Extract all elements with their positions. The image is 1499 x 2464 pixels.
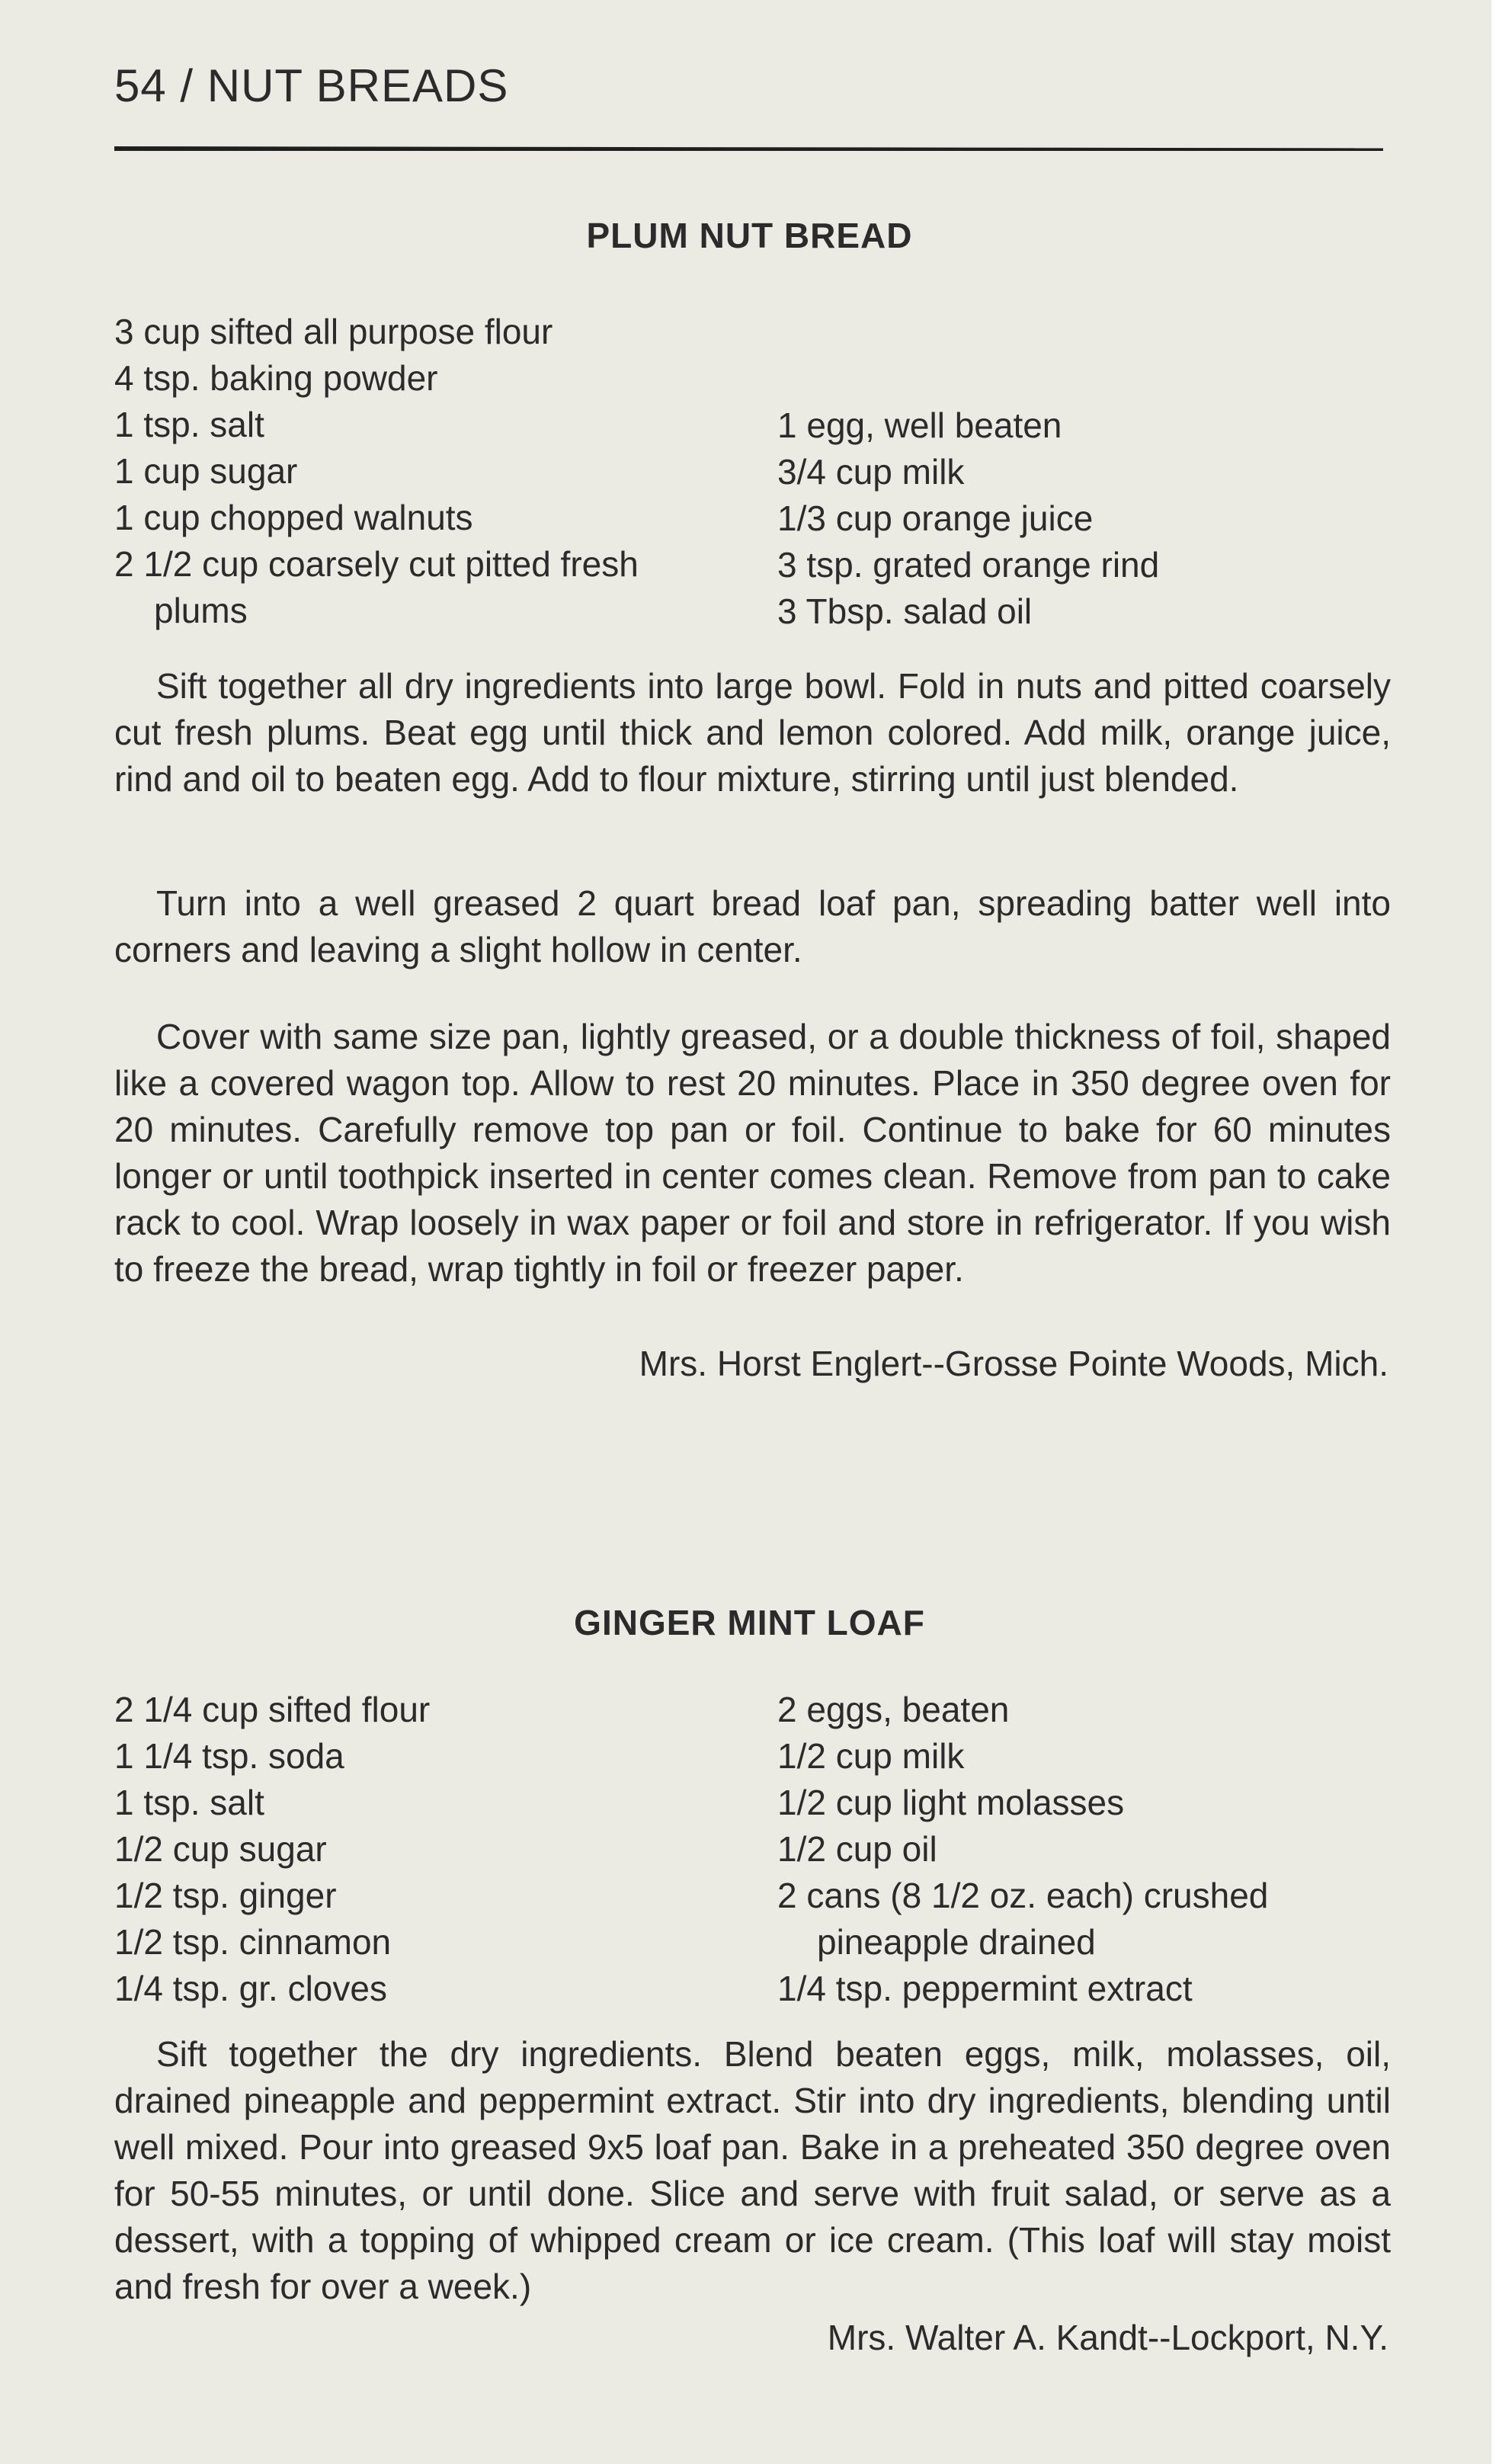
instructions-paragraph: Sift together all dry ingredients into large bowl. Fold in nuts and pitted coarsely cut fresh plums. Beat egg until thick and lemon colored. Add milk, orange juice, rind and oil to beaten egg. Add to flour mixture, stirring until just blended. [114, 666, 1391, 799]
ingredient-item: 2 eggs, beaten [777, 1690, 1010, 1729]
ingredient-item: 1 cup sugar [114, 451, 298, 491]
ingredient-item: 1/2 tsp. cinnamon [114, 1922, 392, 1962]
ingredient-item: plums [154, 591, 248, 630]
ingredient-item: 1 cup chopped walnuts [114, 498, 473, 537]
page-header: 54 / NUT BREADS [114, 60, 509, 111]
ingredient-item: 1/2 cup milk [777, 1736, 965, 1776]
ingredients-left-plum [114, 309, 639, 634]
ingredient-item: 1/2 cup light molasses [777, 1783, 1125, 1822]
ingredient-item: 1/2 cup oil [777, 1829, 937, 1869]
ingredient-item: 1 tsp. salt [114, 1783, 264, 1822]
ingredients-right-ginger [777, 1687, 1268, 2012]
recipe-credit: Mrs. Walter A. Kandt--Lockport, N.Y. [827, 2318, 1388, 2357]
recipe-title-plum-nut-bread: PLUM NUT BREAD [586, 216, 913, 255]
instructions-paragraph: Cover with same size pan, lightly greased, or a double thickness of foil, shaped like a covered wagon top. Allow to rest 20 minutes. Place in 350 degree oven for 20 minutes. Carefully remove top pan or foil. Continue to bake for 60 minutes longer or until toothpick inserted in center comes clean. Remove from pan to cake rack to cool. Wrap loosely in wax paper or foil and store in refrigerator. If you wish to freeze the bread, wrap tightly in foil or freezer paper. [114, 1017, 1391, 1289]
ingredients-right-plum [777, 402, 1159, 635]
ingredient-item: 1/2 cup sugar [114, 1829, 327, 1869]
instructions-paragraph: Turn into a well greased 2 quart bread loaf pan, spreading batter well into corners and leaving a slight hollow in center. [114, 883, 1391, 969]
ingredient-item: 2 1/2 cup coarsely cut pitted fresh [114, 544, 639, 584]
ingredient-item: 1 1/4 tsp. soda [114, 1736, 344, 1776]
ingredient-item: 2 cans (8 1/2 oz. each) crushed [777, 1876, 1269, 1915]
header-rule [114, 146, 1383, 151]
ingredient-item: 1 egg, well beaten [777, 405, 1062, 445]
ingredient-item: 2 1/4 cup sifted flour [114, 1690, 431, 1729]
ingredient-item: 3/4 cup milk [777, 452, 965, 492]
ingredient-item: 1/4 tsp. peppermint extract [777, 1969, 1193, 2008]
ingredients-left-ginger [114, 1687, 430, 2012]
recipe-credit: Mrs. Horst Englert--Grosse Pointe Woods, Mich. [639, 1344, 1388, 1383]
ingredient-item: 1/4 tsp. gr. cloves [114, 1969, 387, 2008]
ingredient-item: 1/3 cup orange juice [777, 498, 1094, 538]
instructions-paragraph: Sift together the dry ingredients. Blend beaten eggs, milk, molasses, oil, drained pineapple and peppermint extract. Stir into dry ingredients, blending until well mixed. Pour into greased 9x5 loaf pan. Bake in a preheated 350 degree oven for 50-55 minutes, or until done. Slice and serve with fruit salad, or serve as a dessert, with a topping of whipped cream or ice cream. (This loaf will stay moist and fresh for over a week.) [114, 2034, 1391, 2306]
page-edge [1491, 0, 1499, 2464]
ingredient-item: 1 tsp. salt [114, 405, 264, 444]
ingredient-item: 3 tsp. grated orange rind [777, 545, 1160, 585]
recipe-title-ginger-mint-loaf: GINGER MINT LOAF [574, 1603, 925, 1642]
ingredient-item: 3 cup sifted all purpose flour [114, 312, 553, 351]
ingredient-item: 4 tsp. baking powder [114, 358, 438, 398]
ingredient-item: 3 Tbsp. salad oil [777, 591, 1033, 631]
ingredient-item: pineapple drained [817, 1922, 1096, 1962]
ingredient-item: 1/2 tsp. ginger [114, 1876, 337, 1915]
